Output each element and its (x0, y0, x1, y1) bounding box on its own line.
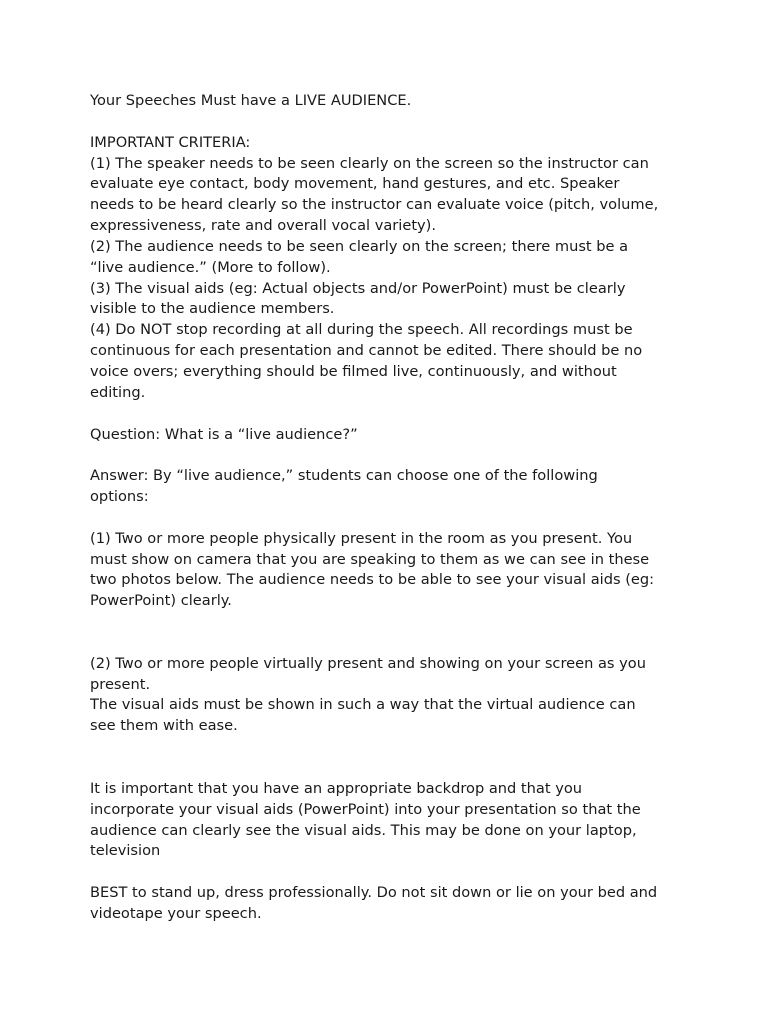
option-line: present. (90, 675, 151, 693)
criterion-4 (90, 320, 690, 403)
backdrop-line: It is important that you have an appropriate backdrop and that you (90, 779, 583, 797)
criterion-line: (4) Do NOT stop recording at all during the speech. All recordings must be (90, 321, 633, 339)
option-2-paragraph (90, 654, 690, 737)
option-1-paragraph (90, 529, 690, 612)
backdrop-line: television (90, 842, 161, 860)
answer-line: Answer: By “live audience,” students can choose one of the following (90, 467, 598, 485)
criterion-line: (2) The audience needs to be seen clearly on the screen; there must be a (90, 237, 629, 255)
spacer (90, 633, 690, 654)
document-title: Your Speeches Must have a LIVE AUDIENCE. (90, 92, 412, 109)
option-line: must show on camera that you are speaking to them as we can see in these (90, 550, 650, 568)
criterion-line: voice overs; everything should be filmed live, continuously, and without (90, 362, 617, 380)
criterion-line: “live audience.” (More to follow). (90, 258, 331, 276)
option-line: (1) Two or more people physically present in the room as you present. You (90, 529, 633, 547)
criterion-line: continuous for each presentation and cannot be edited. There should be no (90, 342, 643, 360)
criterion-line: needs to be heard clearly so the instructor can evaluate voice (pitch, volume, (90, 196, 659, 214)
spacer (90, 758, 690, 779)
backdrop-line: incorporate your visual aids (PowerPoint) into your presentation so that the (90, 800, 641, 818)
criterion-2 (90, 237, 690, 279)
spacer (90, 737, 690, 758)
criterion-line: (1) The speaker needs to be seen clearly on the screen so the instructor can (90, 154, 649, 172)
spacer (90, 445, 690, 466)
criterion-line: expressiveness, rate and overall vocal variety). (90, 217, 437, 235)
backdrop-line: audience can clearly see the visual aids. This may be done on your laptop, (90, 821, 637, 839)
option-line: (2) Two or more people virtually present and showing on your screen as you (90, 654, 646, 672)
question-text: Question: What is a “live audience?” (90, 425, 358, 443)
option-line: see them with ease. (90, 717, 238, 735)
spacer (90, 612, 690, 633)
spacer (90, 508, 690, 529)
spacer (90, 112, 690, 133)
spacer (90, 862, 690, 883)
best-line: BEST to stand up, dress professionally. Do not sit down or lie on your bed and (90, 884, 658, 902)
document-page (90, 91, 690, 925)
best-practice-paragraph (90, 883, 690, 925)
criterion-3 (90, 279, 690, 321)
criteria-heading: IMPORTANT CRITERIA: (90, 133, 251, 151)
criterion-line: evaluate eye contact, body movement, hand gestures, and etc. Speaker (90, 175, 620, 193)
option-line: two photos below. The audience needs to be able to see your visual aids (eg: (90, 571, 655, 589)
criterion-line: (3) The visual aids (eg: Actual objects and/or PowerPoint) must be clearly (90, 279, 626, 297)
answer-line: options: (90, 488, 149, 506)
criterion-line: editing. (90, 383, 146, 401)
answer-paragraph (90, 466, 690, 508)
criterion-line: visible to the audience members. (90, 300, 335, 318)
best-line: videotape your speech. (90, 904, 262, 922)
spacer (90, 404, 690, 425)
option-line: PowerPoint) clearly. (90, 592, 232, 610)
backdrop-paragraph (90, 779, 690, 862)
criterion-1 (90, 154, 690, 237)
option-line: The visual aids must be shown in such a way that the virtual audience can (90, 696, 636, 714)
